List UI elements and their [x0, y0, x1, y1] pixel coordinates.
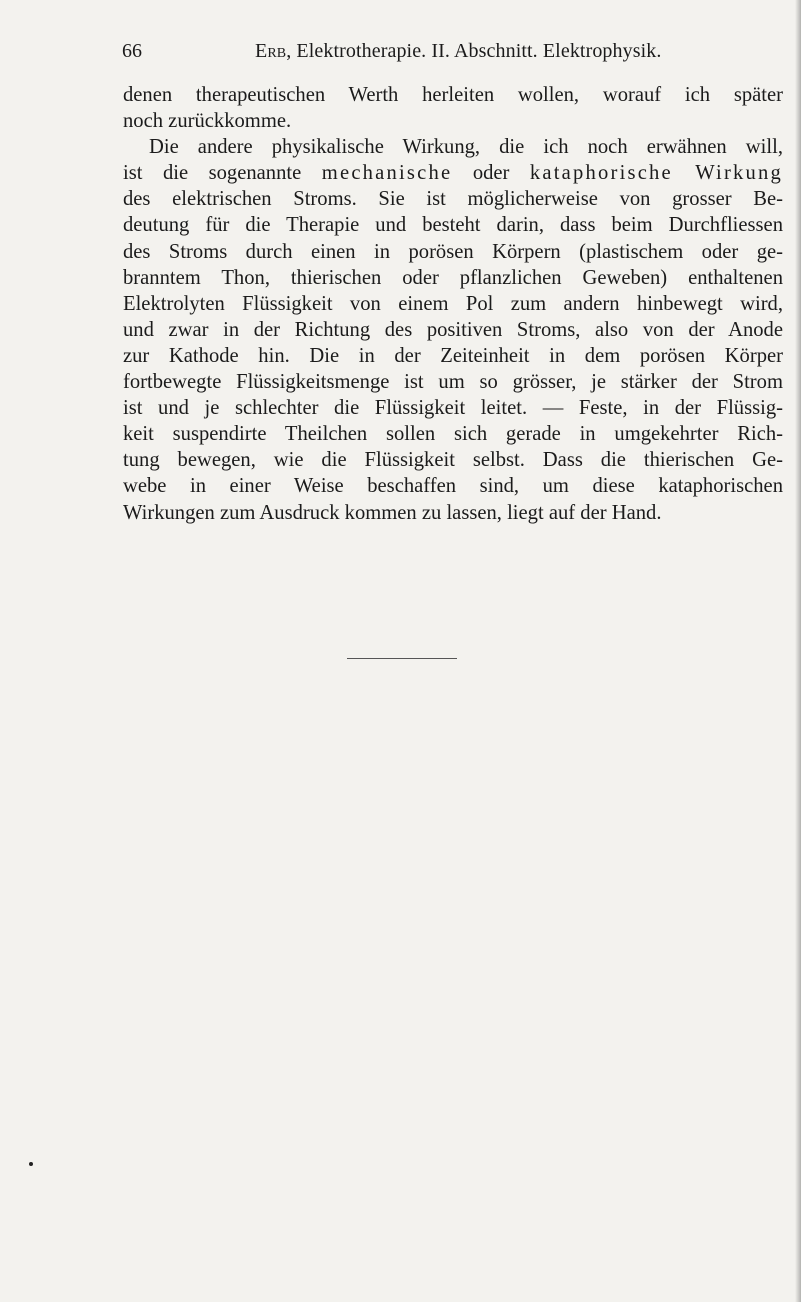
text-line-emphasis	[123, 160, 783, 186]
running-head	[122, 38, 782, 64]
text-line: noch zurückkomme.	[123, 110, 292, 133]
author-name: Erb	[255, 40, 287, 62]
text-line: Die andere physikalische Wirkung, die ich noch erwähnen will,	[149, 136, 783, 159]
text-line: zur Kathode hin. Die in der Zeiteinheit in dem porösen Körper	[123, 344, 783, 367]
section-divider	[347, 658, 457, 659]
paper-speck	[29, 1162, 33, 1166]
text-line: ist und je schlechter die Flüssigkeit leitet. — Feste, in der Flüssig-	[123, 397, 783, 420]
text-line: denen therapeutischen Werth herleiten wollen, worauf ich später	[123, 84, 783, 106]
page-edge-shadow	[795, 0, 801, 1302]
text-line: tung bewegen, wie die Flüssigkeit selbst. Dass die thierischen Ge-	[123, 449, 783, 472]
text-line: deutung für die Therapie und besteht darin, dass beim Durchfliessen	[123, 214, 783, 237]
text-line: und zwar in der Richtung des positiven Stroms, also von der Anode	[123, 318, 783, 341]
text-segment: ist die sogenannte	[123, 162, 322, 185]
text-line: branntem Thon, thierischen oder pflanzlichen Geweben) enthaltenen	[123, 266, 783, 289]
body-text	[123, 82, 783, 526]
text-line: Wirkungen zum Ausdruck kommen zu lassen, liegt auf der Hand.	[123, 501, 662, 524]
emphasis-mechanische: mechanische	[321, 162, 453, 185]
text-line: keit suspendirte Theilchen sollen sich gerade in umgekehrter Rich-	[123, 423, 783, 446]
page-number: 66	[122, 40, 142, 62]
text-line: des Stroms durch einen in porösen Körpern (plastischem oder ge-	[123, 240, 783, 263]
emphasis-kataphorische-wirkung: kataphorische Wirkung	[529, 162, 783, 185]
text-line: fortbewegte Flüssigkeitsmenge ist um so grösser, je stärker der Strom	[123, 371, 783, 394]
chapter-title: , Elektrotherapie. II. Abschnitt. Elektrophysik.	[286, 40, 662, 62]
text-segment: oder	[452, 162, 530, 185]
text-line: webe in einer Weise beschaffen sind, um diese kataphorischen	[123, 475, 783, 498]
text-line: Elektrolyten Flüssigkeit von einem Pol zum andern hinbewegt wird,	[123, 292, 783, 315]
text-line: des elektrischen Stroms. Sie ist möglicherweise von grosser Be-	[123, 188, 783, 211]
running-title	[255, 38, 661, 64]
